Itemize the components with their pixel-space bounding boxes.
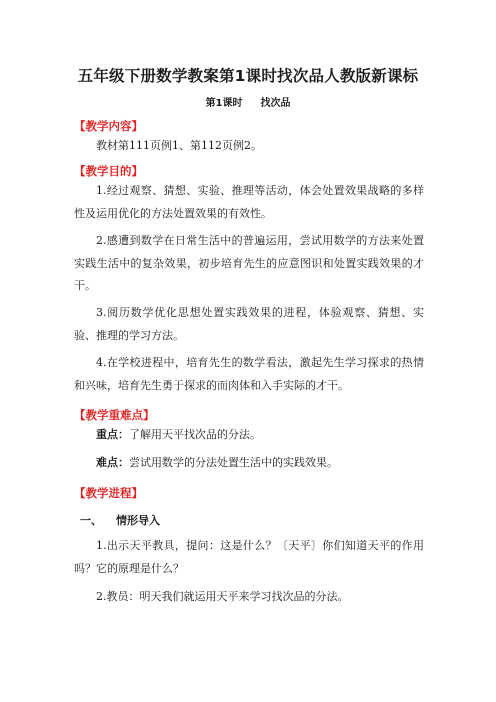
key-point-label: 重点： [96, 428, 129, 441]
process-item-1: 1.出示天平教具，提问：这是什么？〔天平〕你们知道天平的作用吗？它的原理是什么？ [74, 539, 424, 575]
goal-item-4: 4.在学校进程中，培育先生的数学看法，激起先生学习探求的热情和兴味，培育先生勇于探求的而肉体和入手实际的才干。 [74, 356, 424, 392]
key-point [74, 424, 424, 447]
section-1-heading [80, 512, 160, 528]
difficulty-point [74, 452, 424, 475]
goals-heading: 【教学目的】 [74, 164, 143, 178]
goal-item-2: 2.感遭到数学在日常生活中的普遍运用，尝试用数学的方法来处置实践生活中的复杂效果，初步培育先生的应意图识和处置实践效果的才干。 [74, 234, 424, 292]
key-point-text: 了解用天平找次品的分法。 [129, 428, 261, 441]
lesson-topic: 找次品 [260, 98, 291, 109]
lesson-number: 第1课时 [205, 98, 243, 109]
keypoints-heading: 【教学重难点】 [74, 408, 155, 422]
process-heading: 【教学进程】 [74, 486, 143, 500]
document-title: 五年级下册数学教案第1课时找次品人教版新课标 [77, 67, 419, 85]
section-1-number: 一、 [80, 514, 102, 527]
document-subtitle [0, 94, 496, 109]
goal-item-3: 3.阅历数学优化思想处置实践效果的进程，体验观察、猜想、实验、推理的学习方法。 [74, 306, 424, 342]
section-1-title: 情形导入 [116, 514, 160, 527]
difficulty-text: 尝试用数学的分法处置生活中的实践效果。 [129, 456, 338, 469]
process-item-2: 2.教员：明天我们就运用天平来学习找次品的分法。 [96, 590, 349, 603]
content-text: 教材第111页例1、第112页例2。 [96, 139, 262, 152]
difficulty-label: 难点： [96, 456, 129, 469]
content-heading: 【教学内容】 [74, 119, 143, 133]
goal-item-1: 1.经过观察、猜想、实验、推理等活动，体会处置效果战略的多样性及运用优化的方法处置效果的有效性。 [74, 184, 424, 220]
